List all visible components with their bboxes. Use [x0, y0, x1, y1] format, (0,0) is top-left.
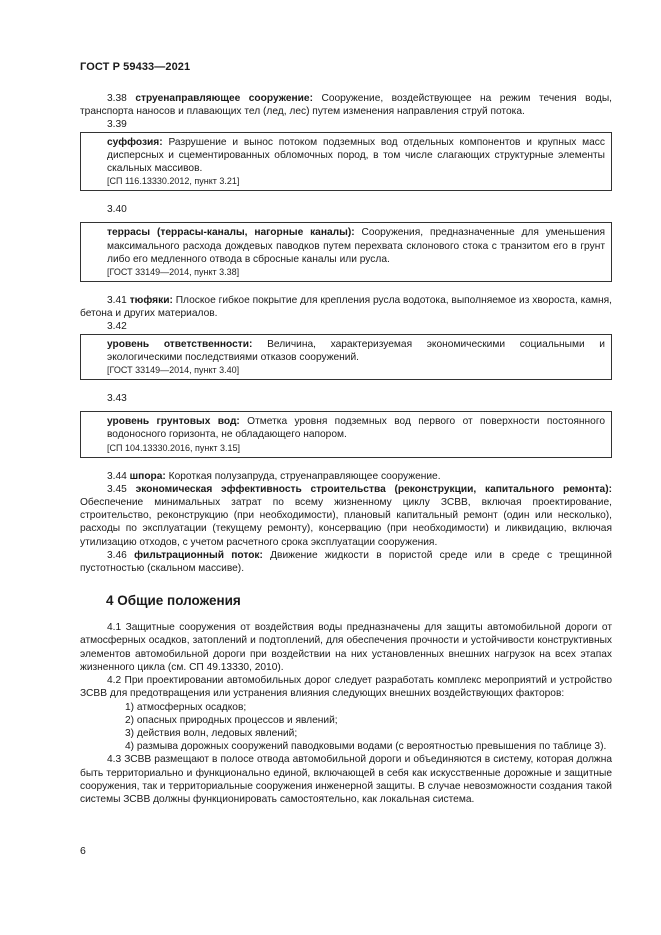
document-code-header: ГОСТ Р 59433—2021 — [80, 61, 191, 73]
term-title: струенаправляющее сооружение: — [135, 93, 313, 104]
term-title: террасы (террасы-каналы, нагорные каналы): — [107, 227, 355, 239]
term-source: [СП 104.13330.2016, пункт 3.15] — [107, 442, 241, 453]
term-number: 3.39 — [107, 119, 127, 131]
term-title: тюфяки: — [129, 295, 173, 307]
term-title: шпора: — [129, 470, 166, 482]
term-box-3-43: уровень грунтовых вод: Отметка уровня подземных вод первого от поверхности постоянного водоносного горизонта, не обладающего напором. [СП 104.13330.2016, пункт 3.15] — [80, 411, 612, 457]
term-3-45: 3.45 экономическая эффективность строительства (реконструкции, капитального ремонта): Обеспечение минимальных затрат по всему жизненному циклу ЗСВВ, включая проектирование, строительство, реконструкцию (при необходимости), плановый капитальный ремонт (один или несколько), расходы по эксплуатации (текущему ремонту), консервацию (при необходимости) и ликвидацию, включая утилизацию отходов, с учетом расчетного срока эксплуатации сооружения. — [80, 483, 612, 548]
term-source: [ГОСТ 33149—2014, пункт 3.38] — [107, 267, 240, 278]
term-box-3-39: суффозия: Разрушение и вынос потоком подземных вод отдельных компонентов и крупных масс дисперсных и сцементированных обломочных пород, в том числе слагающих структурные элементы скальных массивов. [СП 116.13330.2012, пункт 3.21] — [80, 132, 612, 192]
term-3-41: 3.41 тюфяки: Плоское гибкое покрытие для крепления русла водотока, выполняемое из хвороста, камня, бетона и других материалов. — [80, 295, 612, 320]
term-box-3-40: террасы (террасы-каналы, нагорные каналы): Сооружения, предназначенные для уменьшения максимального расхода дождевых паводков путем перехвата склонового стока с транзитом его в грунт либо его медленного отвода в сбросные каналы или русла. [ГОСТ 33149—2014, пункт 3.38] — [80, 222, 612, 282]
term-source: [СП 116.13330.2012, пункт 3.21] — [107, 176, 240, 187]
section-title: 4 Общие положения — [106, 593, 241, 609]
factor-list — [80, 701, 612, 754]
page-content — [80, 92, 612, 806]
term-title: фильтрационный поток: — [134, 549, 263, 561]
term-title: суффозия: — [107, 136, 163, 148]
paragraph-4-1: 4.1 Защитные сооружения от воздействия воды предназначены для защиты автомобильной дороги от атмосферных осадков, затоплений и подтоплений, для обеспечения прочности и устойчивости конструктивных элементов автомобильной дороги при воздействии на них установленных внешних нагрузок на всех этапах жизненного цикла (см. СП 49.13330, 2010). — [80, 622, 612, 673]
term-3-38: 3.38 струенаправляющее сооружение: Сооружение, воздействующее на режим течения воды, транспорта наносов и плавающих тел (лед, лес) путем изменения направления струй потока. — [80, 93, 612, 118]
term-3-44: 3.44 шпора: Короткая полузапруда, струенаправляющее сооружение. — [107, 470, 441, 482]
term-source: [ГОСТ 33149—2014, пункт 3.40] — [107, 365, 240, 376]
term-title: экономическая эффективность строительства (реконструкции, капитального ремонта): — [135, 483, 612, 495]
list-item: 3) действия волн, ледовых явлений; — [125, 727, 298, 739]
list-item: 4) размыва дорожных сооружений паводковыми водами (с вероятностью превышения по таблице 3). — [125, 741, 607, 753]
paragraph-4-2: 4.2 При проектировании автомобильных дорог следует разработать комплекс мероприятий и устройство ЗСВВ для предотвращения или устранения влияния следующих внешних воздействующих факторов: — [80, 675, 612, 700]
term-title: уровень ответственности: — [107, 338, 253, 350]
term-box-3-42: уровень ответственности: Величина, характеризуемая экономическими социальными и экологическими последствиями отказов сооружений. [ГОСТ 33149—2014, пункт 3.40] — [80, 334, 612, 380]
term-number: 3.42 — [107, 321, 127, 333]
page-number: 6 — [80, 845, 86, 857]
list-item: 1) атмосферных осадков; — [125, 701, 247, 713]
term-number: 3.40 — [107, 204, 127, 216]
list-item: 2) опасных природных процессов и явлений; — [125, 714, 338, 726]
term-number: 3.43 — [107, 393, 127, 405]
term-3-46: 3.46 фильтрационный поток: Движение жидкости в пористой среде или в среде с трещинной пустотностью (скальном массиве). — [80, 549, 612, 575]
paragraph-4-3: 4.3 ЗСВВ размещают в полосе отвода автомобильной дороги и объединяются в систему, которая должна быть территориально и функционально единой, включающей в себя как искусственные дорожные и защитные сооружения, так и территориальные сооружения инженерной защиты. В случае невозможности создания такой системы ЗСВВ должны функционировать самостоятельно, как локальная система. — [80, 754, 612, 805]
term-title: уровень грунтовых вод: — [107, 416, 240, 428]
